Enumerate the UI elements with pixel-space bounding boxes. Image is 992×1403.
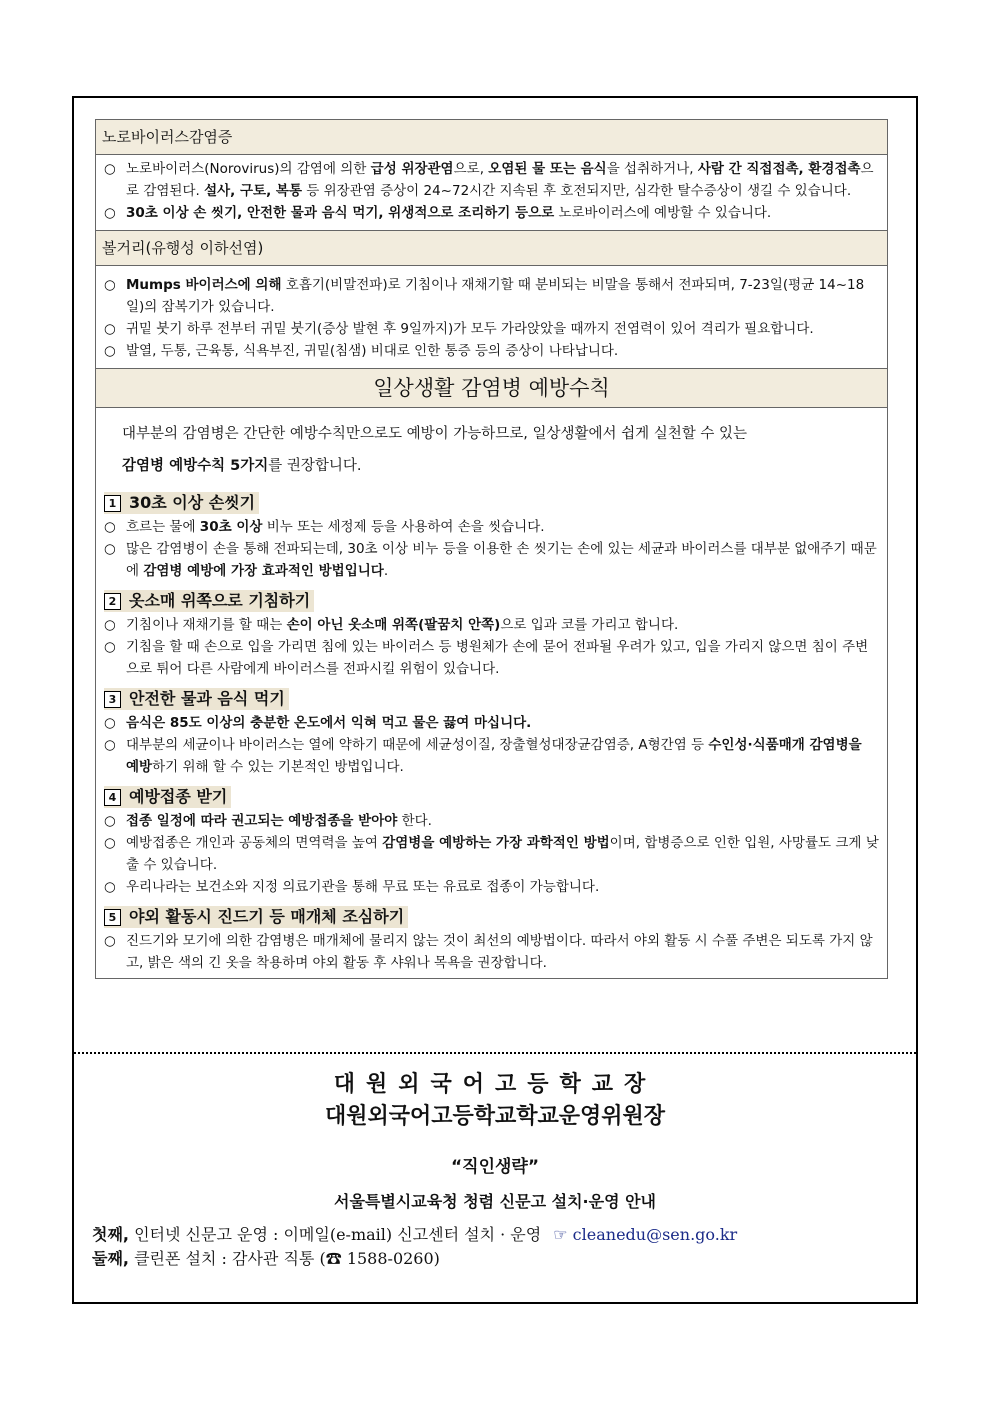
norovirus-paragraph-1 bbox=[104, 158, 879, 202]
text: 호흡기(비말전파)로 기침이나 재채기할 때 분비되는 비말을 통해서 전파되며, 7-23일(평균 14~18일)의 잠복기가 있습니다. bbox=[126, 277, 865, 315]
norovirus-body bbox=[95, 155, 888, 230]
bullet-circle: ○ bbox=[104, 321, 116, 337]
principal-signature: 대원외국어고등학교장 bbox=[333, 1072, 657, 1097]
rule-title-text: 야외 활동시 진드기 등 매개체 조심하기 bbox=[129, 907, 405, 926]
bold-text: 감염병 예방에 가장 효과적인 방법입니다 bbox=[143, 563, 384, 579]
committee-signature: 대원외국어고등학교학교운영위원장 bbox=[324, 1104, 666, 1129]
content-area bbox=[95, 119, 888, 979]
text: 우리나라는 보건소와 지정 의료기관을 통해 무료 또는 유료로 접종이 가능합니다. bbox=[126, 879, 600, 895]
number-box: 4 bbox=[104, 789, 121, 806]
bold-text: 접종 일정에 따라 권고되는 예방접종을 받아야 bbox=[126, 813, 398, 829]
text: 진드기와 모기에 의한 감염병은 매개체에 물리지 않는 것이 최선의 예방법이다. 따라서 야외 활동 시 수풀 주변은 되도록 가지 않고, 밝은 색의 긴 옷을 착용하며 야외 활동 후 샤워나 목욕을 권장합니다. bbox=[126, 933, 873, 971]
pointer-icon: ☞ bbox=[553, 1225, 568, 1244]
bullet-circle: ○ bbox=[104, 617, 116, 633]
rule-line bbox=[104, 930, 879, 974]
bullet-circle: ○ bbox=[104, 933, 116, 949]
bullet-circle: ○ bbox=[104, 715, 116, 731]
bold-text: 30초 이상 손 씻기, 안전한 물과 음식 먹기, 위생적으로 조리하기 등으로 bbox=[126, 205, 555, 221]
text: 인터넷 신문고 운영 : 이메일(e-mail) 신고센터 설치 · 운영 bbox=[129, 1225, 542, 1244]
rule-title bbox=[104, 906, 408, 928]
first-channel bbox=[92, 1223, 737, 1247]
rule-3 bbox=[104, 688, 879, 778]
rule-line bbox=[104, 712, 879, 734]
rule-title-text: 예방접종 받기 bbox=[129, 787, 228, 806]
dotted-divider bbox=[74, 1052, 916, 1054]
prevention-title: 일상생활 감염병 예방수칙 bbox=[95, 368, 888, 408]
text: 클린폰 설치 : 감사관 직통 ( bbox=[129, 1249, 326, 1268]
mumps-body bbox=[95, 266, 888, 368]
mumps-heading: 볼거리(유행성 이하선염) bbox=[95, 230, 888, 266]
rule-line bbox=[104, 636, 879, 680]
bold-text: 감염병을 예방하는 가장 과학적인 방법 bbox=[382, 835, 610, 851]
text: 으로 감염된다. bbox=[126, 161, 874, 199]
bullet-circle: ○ bbox=[104, 737, 116, 753]
bullet-circle: ○ bbox=[104, 541, 116, 557]
bold-text: 사람 간 직접접촉, 환경접촉 bbox=[697, 161, 861, 177]
rule-title bbox=[104, 492, 259, 514]
intro-line-2 bbox=[106, 450, 877, 482]
text: 예방접종은 개인과 공동체의 면역력을 높여 bbox=[126, 835, 383, 851]
text: 발열, 두통, 근육통, 식욕부진, 귀밑(침샘) 비대로 인한 통증 등의 증상이 나타납니다. bbox=[126, 343, 619, 359]
number-box: 5 bbox=[104, 909, 121, 926]
rule-title bbox=[104, 688, 289, 710]
rule-line bbox=[104, 538, 879, 582]
rule-1 bbox=[104, 492, 879, 582]
prevention-intro bbox=[95, 408, 888, 482]
email-link[interactable]: cleanedu@sen.go.kr bbox=[572, 1225, 738, 1244]
second-channel bbox=[92, 1247, 737, 1271]
text: 흐르는 물에 bbox=[126, 519, 200, 535]
bold-text: 수인성·식품매개 감염병을 예방 bbox=[126, 737, 862, 775]
bullet-circle: ○ bbox=[104, 161, 116, 177]
rule-title-text: 옷소매 위쪽으로 기침하기 bbox=[129, 591, 311, 610]
label: 둘째, bbox=[92, 1249, 129, 1268]
footer bbox=[74, 1070, 916, 1212]
rule-line bbox=[104, 734, 879, 778]
rule-2 bbox=[104, 590, 879, 680]
bold-text: Mumps 바이러스에 의해 bbox=[126, 277, 282, 293]
bold-text: 손이 아닌 옷소매 위쪽(팔꿈치 안쪽) bbox=[286, 617, 501, 633]
norovirus-paragraph-2 bbox=[104, 202, 879, 224]
bullet-circle: ○ bbox=[104, 277, 116, 293]
bold-text: 30초 이상 bbox=[199, 519, 263, 535]
text: 으로, bbox=[453, 161, 489, 177]
mumps-paragraph-3 bbox=[104, 340, 879, 362]
text: . bbox=[383, 563, 389, 579]
text: 한다. bbox=[397, 813, 432, 829]
integrity-notice-title: 서울특별시교육청 청렴 신문고 설치·운영 안내 bbox=[333, 1192, 657, 1211]
text: 하기 위해 할 수 있는 기본적인 방법입니다. bbox=[152, 759, 404, 775]
rule-title bbox=[104, 786, 231, 808]
bold-text: 감염병 예방수칙 5가지 bbox=[122, 458, 269, 474]
text: 기침이나 재채기를 할 때는 bbox=[126, 617, 287, 633]
text: 기침을 할 때 손으로 입을 가리면 침에 있는 바이러스 등 병원체가 손에 묻어 전파될 우려가 있고, 입을 가리지 않으면 침이 주변으로 튀어 다른 사람에게 바이러스를 전파시킬 위험이 있습니다. bbox=[126, 639, 869, 677]
text: 대부분의 세균이나 바이러스는 열에 약하기 때문에 세균성이질, 장출혈성대장균감염증, A형간염 등 bbox=[126, 737, 709, 753]
intro-line-1: 대부분의 감염병은 간단한 예방수칙만으로도 예방이 가능하므로, 일상생활에서 쉽게 실천할 수 있는 bbox=[122, 426, 747, 442]
rule-line bbox=[104, 876, 879, 898]
number-box: 3 bbox=[104, 691, 121, 708]
phone-icon: ☎ bbox=[325, 1249, 342, 1268]
bold-text: 음식은 85도 이상의 충분한 온도에서 익혀 먹고 물은 끓여 마십니다. bbox=[126, 715, 532, 731]
bullet-circle: ○ bbox=[104, 813, 116, 829]
bold-text: 설사, 구토, 복통 bbox=[204, 183, 302, 199]
rule-line bbox=[104, 810, 879, 832]
bullet-circle: ○ bbox=[104, 879, 116, 895]
rule-title-text: 30초 이상 손씻기 bbox=[129, 493, 256, 512]
rule-line bbox=[104, 832, 879, 876]
seal-omitted-note: “직인생략” bbox=[450, 1157, 540, 1177]
norovirus-heading: 노로바이러스감염증 bbox=[95, 119, 888, 155]
bullet-circle: ○ bbox=[104, 519, 116, 535]
rule-line bbox=[104, 516, 879, 538]
bold-text: 급성 위장관염 bbox=[370, 161, 454, 177]
text: 를 권장합니다. bbox=[268, 458, 362, 474]
text: 노로바이러스에 예방할 수 있습니다. bbox=[554, 205, 772, 221]
prevention-rules bbox=[95, 482, 888, 979]
bullet-circle: ○ bbox=[104, 205, 116, 221]
number-box: 1 bbox=[104, 495, 121, 512]
rule-4 bbox=[104, 786, 879, 898]
text: 비누 또는 세정제 등을 사용하여 손을 씻습니다. bbox=[262, 519, 545, 535]
rule-title bbox=[104, 590, 314, 612]
text: 이며, 합병증으로 인한 입원, 사망률도 크게 낮출 수 있습니다. bbox=[126, 835, 879, 873]
mumps-paragraph-2 bbox=[104, 318, 879, 340]
mumps-paragraph-1 bbox=[104, 274, 879, 318]
label: 첫째, bbox=[92, 1225, 129, 1244]
report-channels bbox=[92, 1223, 737, 1271]
phone-number: 1588-0260) bbox=[341, 1249, 440, 1268]
rule-5 bbox=[104, 906, 879, 974]
number-box: 2 bbox=[104, 593, 121, 610]
rule-title-text: 안전한 물과 음식 먹기 bbox=[129, 689, 285, 708]
bullet-circle: ○ bbox=[104, 343, 116, 359]
text: 을 섭취하거나, bbox=[606, 161, 698, 177]
bold-text: 오염된 물 또는 음식 bbox=[488, 161, 607, 177]
text: 등 위장관염 증상이 24~72시간 지속된 후 호전되지만, 심각한 탈수증상이 생길 수 있습니다. bbox=[302, 183, 852, 199]
text: 노로바이러스(Norovirus)의 감염에 의한 bbox=[126, 161, 371, 177]
bullet-circle: ○ bbox=[104, 639, 116, 655]
text: 귀밑 붓기 하루 전부터 귀밑 붓기(증상 발현 후 9일까지)가 모두 가라앉았을 때까지 전염력이 있어 격리가 필요합니다. bbox=[126, 321, 814, 337]
text: 으로 입과 코를 가리고 합니다. bbox=[500, 617, 679, 633]
bullet-circle: ○ bbox=[104, 835, 116, 851]
rule-line bbox=[104, 614, 879, 636]
text: 많은 감염병이 손을 통해 전파되는데, 30초 이상 비누 등을 이용한 손 씻기는 손에 있는 세균과 바이러스를 대부분 없애주기 때문에 bbox=[126, 541, 877, 579]
